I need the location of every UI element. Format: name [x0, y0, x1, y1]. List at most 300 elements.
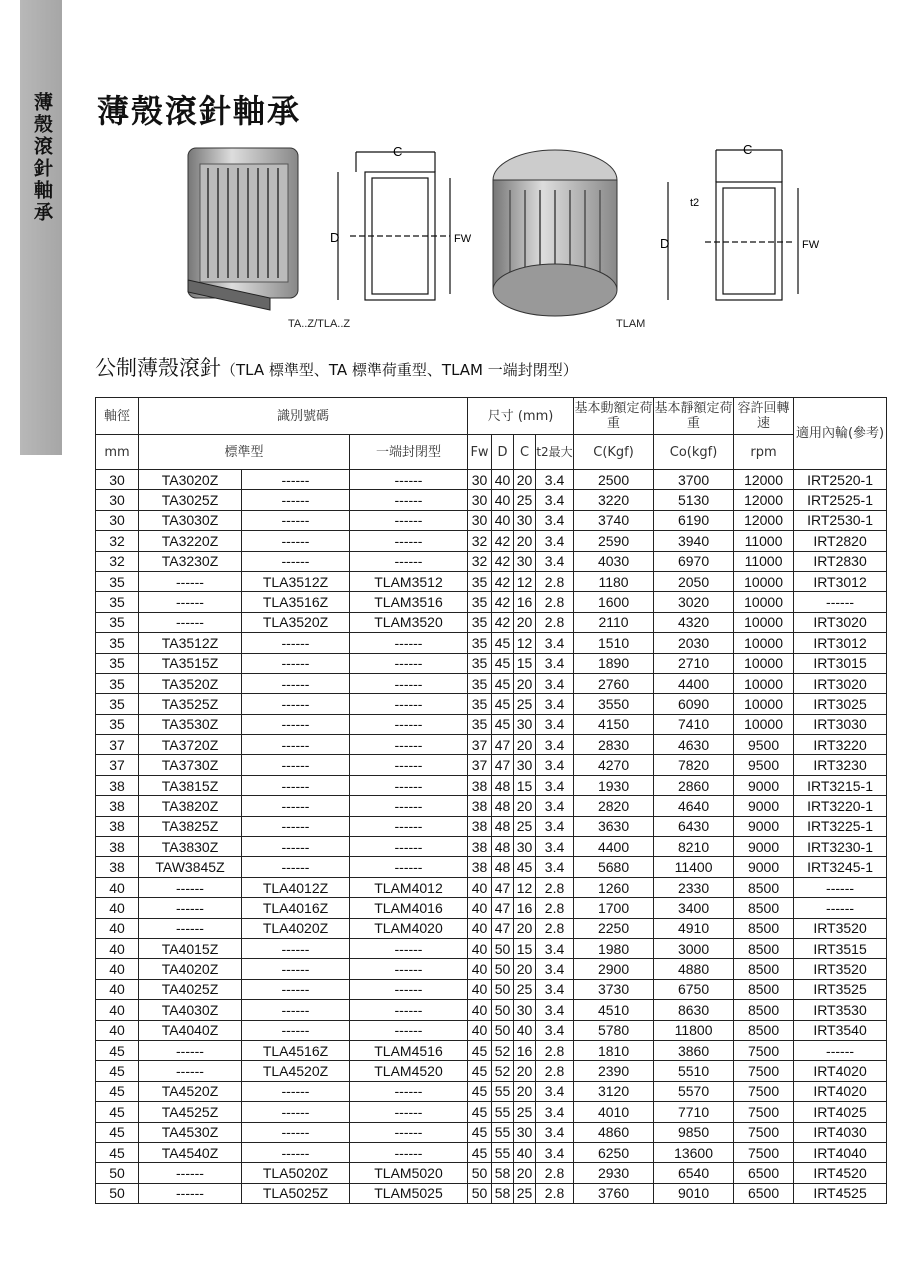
static-load-cell: 3020: [654, 592, 734, 612]
c-cell: 20: [514, 796, 536, 816]
speed-cell: 8500: [734, 918, 794, 938]
dynamic-load-cell: 2930: [574, 1163, 654, 1183]
standard-tla-cell: ------: [242, 735, 350, 755]
t2-cell: 3.4: [536, 1081, 574, 1101]
dim-c-label-2: C: [743, 142, 753, 157]
table-row: [96, 694, 887, 714]
shaft-cell: 37: [96, 755, 139, 775]
c-cell: 30: [514, 1122, 536, 1142]
closed-end-cell: ------: [350, 1020, 468, 1040]
c-cell: 12: [514, 633, 536, 653]
closed-end-cell: ------: [350, 938, 468, 958]
table-row: [96, 490, 887, 510]
table-row: [96, 571, 887, 591]
t2-cell: 3.4: [536, 714, 574, 734]
speed-cell: 9500: [734, 755, 794, 775]
closed-end-cell: TLAM5020: [350, 1163, 468, 1183]
t2-cell: 3.4: [536, 1122, 574, 1142]
static-load-cell: 6750: [654, 979, 734, 999]
fw-cell: 32: [468, 551, 492, 571]
speed-cell: 10000: [734, 694, 794, 714]
t2-cell: 3.4: [536, 735, 574, 755]
inner-ring-cell: IRT3225-1: [794, 816, 887, 836]
table-row: [96, 714, 887, 734]
d-cell: 40: [492, 510, 514, 530]
static-load-cell: 3000: [654, 938, 734, 958]
closed-end-cell: ------: [350, 714, 468, 734]
closed-end-cell: ------: [350, 673, 468, 693]
speed-cell: 7500: [734, 1122, 794, 1142]
inner-ring-cell: IRT2820: [794, 531, 887, 551]
closed-end-cell: ------: [350, 551, 468, 571]
table-row: [96, 1081, 887, 1101]
fw-cell: 32: [468, 531, 492, 551]
closed-end-cell: ------: [350, 1102, 468, 1122]
standard-tla-cell: ------: [242, 1122, 350, 1142]
standard-ta-cell: TA4520Z: [139, 1081, 242, 1101]
d-cell: 48: [492, 816, 514, 836]
c-cell: 16: [514, 1040, 536, 1060]
shaft-cell: 45: [96, 1142, 139, 1162]
table-row: [96, 1102, 887, 1122]
header-fw: Fw: [468, 435, 492, 470]
shaft-cell: 45: [96, 1061, 139, 1081]
dynamic-load-cell: 2820: [574, 796, 654, 816]
d-cell: 45: [492, 653, 514, 673]
standard-ta-cell: TA3530Z: [139, 714, 242, 734]
standard-tla-cell: ------: [242, 490, 350, 510]
d-cell: 50: [492, 959, 514, 979]
dynamic-load-cell: 3740: [574, 510, 654, 530]
table-row: [96, 633, 887, 653]
standard-ta-cell: TA3520Z: [139, 673, 242, 693]
shaft-cell: 35: [96, 612, 139, 632]
c-cell: 20: [514, 531, 536, 551]
table-row: [96, 1163, 887, 1183]
closed-end-cell: ------: [350, 1142, 468, 1162]
table-row: [96, 592, 887, 612]
fw-cell: 30: [468, 490, 492, 510]
inner-ring-cell: IRT4520: [794, 1163, 887, 1183]
header-static-load: 基本靜額定荷重: [654, 398, 734, 435]
c-cell: 20: [514, 918, 536, 938]
standard-tla-cell: TLA4516Z: [242, 1040, 350, 1060]
t2-cell: 2.8: [536, 877, 574, 897]
dynamic-load-cell: 2830: [574, 735, 654, 755]
standard-tla-cell: TLA3512Z: [242, 571, 350, 591]
d-cell: 42: [492, 531, 514, 551]
fw-cell: 40: [468, 959, 492, 979]
t2-cell: 2.8: [536, 1163, 574, 1183]
t2-cell: 3.4: [536, 775, 574, 795]
standard-ta-cell: ------: [139, 918, 242, 938]
standard-tla-cell: ------: [242, 796, 350, 816]
figure-caption-right: TLAM: [616, 318, 646, 330]
d-cell: 55: [492, 1122, 514, 1142]
standard-tla-cell: ------: [242, 857, 350, 877]
dim-fw-label-2: FW: [802, 239, 820, 251]
fw-cell: 45: [468, 1081, 492, 1101]
standard-tla-cell: ------: [242, 979, 350, 999]
inner-ring-cell: IRT3220-1: [794, 796, 887, 816]
static-load-cell: 7710: [654, 1102, 734, 1122]
side-tab-label: 薄殼滾針軸承: [31, 92, 53, 224]
speed-cell: 10000: [734, 653, 794, 673]
fw-cell: 38: [468, 796, 492, 816]
table-row: [96, 898, 887, 918]
header-rpm: rpm: [734, 435, 794, 470]
c-cell: 25: [514, 816, 536, 836]
figure-caption-left: TA..Z/TLA..Z: [288, 318, 351, 330]
table-row: [96, 1000, 887, 1020]
fw-cell: 40: [468, 877, 492, 897]
t2-cell: 2.8: [536, 1040, 574, 1060]
t2-cell: 2.8: [536, 918, 574, 938]
shaft-cell: 50: [96, 1183, 139, 1203]
dynamic-load-cell: 3120: [574, 1081, 654, 1101]
dynamic-load-cell: 4400: [574, 837, 654, 857]
fw-cell: 35: [468, 571, 492, 591]
fw-cell: 37: [468, 755, 492, 775]
dynamic-load-cell: 4510: [574, 1000, 654, 1020]
fw-cell: 35: [468, 653, 492, 673]
static-load-cell: 3700: [654, 470, 734, 490]
speed-cell: 12000: [734, 470, 794, 490]
speed-cell: 9000: [734, 816, 794, 836]
c-cell: 20: [514, 1081, 536, 1101]
t2-cell: 2.8: [536, 1061, 574, 1081]
d-cell: 45: [492, 673, 514, 693]
static-load-cell: 8210: [654, 837, 734, 857]
static-load-cell: 4630: [654, 735, 734, 755]
standard-ta-cell: TA3525Z: [139, 694, 242, 714]
d-cell: 55: [492, 1102, 514, 1122]
dynamic-load-cell: 2590: [574, 531, 654, 551]
closed-end-cell: TLAM5025: [350, 1183, 468, 1203]
standard-tla-cell: ------: [242, 1000, 350, 1020]
dynamic-load-cell: 6250: [574, 1142, 654, 1162]
standard-tla-cell: ------: [242, 775, 350, 795]
bearing-photo-ta: [188, 148, 298, 310]
t2-cell: 3.4: [536, 959, 574, 979]
table-row: [96, 735, 887, 755]
c-cell: 25: [514, 979, 536, 999]
standard-tla-cell: ------: [242, 510, 350, 530]
closed-end-cell: TLAM4012: [350, 877, 468, 897]
dynamic-load-cell: 1810: [574, 1040, 654, 1060]
dynamic-load-cell: 1930: [574, 775, 654, 795]
inner-ring-cell: ------: [794, 877, 887, 897]
static-load-cell: 5570: [654, 1081, 734, 1101]
speed-cell: 12000: [734, 510, 794, 530]
closed-end-cell: TLAM4516: [350, 1040, 468, 1060]
c-cell: 15: [514, 775, 536, 795]
closed-end-cell: ------: [350, 816, 468, 836]
static-load-cell: 2860: [654, 775, 734, 795]
standard-ta-cell: TA3220Z: [139, 531, 242, 551]
table-row: [96, 470, 887, 490]
c-cell: 12: [514, 571, 536, 591]
d-cell: 50: [492, 1000, 514, 1020]
t2-cell: 3.4: [536, 837, 574, 857]
standard-tla-cell: ------: [242, 959, 350, 979]
c-cell: 20: [514, 959, 536, 979]
table-row: [96, 979, 887, 999]
fw-cell: 35: [468, 714, 492, 734]
inner-ring-cell: IRT2525-1: [794, 490, 887, 510]
table-row: [96, 918, 887, 938]
t2-cell: 3.4: [536, 755, 574, 775]
speed-cell: 8500: [734, 979, 794, 999]
standard-tla-cell: TLA4016Z: [242, 898, 350, 918]
dynamic-load-cell: 2110: [574, 612, 654, 632]
closed-end-cell: ------: [350, 1081, 468, 1101]
standard-tla-cell: TLA4520Z: [242, 1061, 350, 1081]
speed-cell: 8500: [734, 1000, 794, 1020]
dynamic-load-cell: 1600: [574, 592, 654, 612]
inner-ring-cell: IRT3215-1: [794, 775, 887, 795]
shaft-cell: 35: [96, 714, 139, 734]
header-dims: 尺寸 (mm): [468, 398, 574, 435]
t2-cell: 3.4: [536, 1020, 574, 1040]
fw-cell: 40: [468, 1000, 492, 1020]
standard-tla-cell: ------: [242, 1102, 350, 1122]
standard-tla-cell: ------: [242, 755, 350, 775]
static-load-cell: 9010: [654, 1183, 734, 1203]
standard-ta-cell: ------: [139, 877, 242, 897]
c-cell: 25: [514, 1183, 536, 1203]
c-cell: 16: [514, 592, 536, 612]
inner-ring-cell: IRT3012: [794, 571, 887, 591]
standard-ta-cell: TA4040Z: [139, 1020, 242, 1040]
d-cell: 47: [492, 877, 514, 897]
header-speed: 容許回轉速: [734, 398, 794, 435]
header-standard: 標準型: [139, 435, 350, 470]
shaft-cell: 38: [96, 816, 139, 836]
standard-ta-cell: ------: [139, 592, 242, 612]
table-row: [96, 612, 887, 632]
dynamic-load-cell: 1700: [574, 898, 654, 918]
inner-ring-cell: IRT3230-1: [794, 837, 887, 857]
t2-cell: 3.4: [536, 653, 574, 673]
shaft-cell: 40: [96, 1020, 139, 1040]
speed-cell: 6500: [734, 1163, 794, 1183]
standard-ta-cell: TA3230Z: [139, 551, 242, 571]
inner-ring-cell: IRT4020: [794, 1061, 887, 1081]
table-row: [96, 1183, 887, 1203]
fw-cell: 38: [468, 775, 492, 795]
speed-cell: 12000: [734, 490, 794, 510]
fw-cell: 50: [468, 1183, 492, 1203]
d-cell: 48: [492, 796, 514, 816]
standard-tla-cell: TLA4012Z: [242, 877, 350, 897]
dim-d-label: D: [330, 230, 340, 245]
standard-ta-cell: ------: [139, 571, 242, 591]
t2-cell: 3.4: [536, 816, 574, 836]
table-row: [96, 796, 887, 816]
shaft-cell: 45: [96, 1122, 139, 1142]
fw-cell: 40: [468, 918, 492, 938]
closed-end-cell: ------: [350, 1122, 468, 1142]
standard-ta-cell: TA4030Z: [139, 1000, 242, 1020]
dynamic-load-cell: 3630: [574, 816, 654, 836]
shaft-cell: 35: [96, 592, 139, 612]
standard-tla-cell: ------: [242, 1081, 350, 1101]
speed-cell: 7500: [734, 1102, 794, 1122]
c-cell: 30: [514, 551, 536, 571]
c-cell: 15: [514, 938, 536, 958]
d-cell: 40: [492, 470, 514, 490]
closed-end-cell: ------: [350, 755, 468, 775]
standard-tla-cell: ------: [242, 938, 350, 958]
bearing-illustrations: [160, 130, 820, 340]
table-row: [96, 775, 887, 795]
static-load-cell: 8630: [654, 1000, 734, 1020]
d-cell: 45: [492, 714, 514, 734]
table-row: [96, 653, 887, 673]
inner-ring-cell: ------: [794, 898, 887, 918]
t2-cell: 3.4: [536, 796, 574, 816]
speed-cell: 6500: [734, 1183, 794, 1203]
t2-cell: 3.4: [536, 490, 574, 510]
d-cell: 48: [492, 837, 514, 857]
fw-cell: 37: [468, 735, 492, 755]
c-cell: 12: [514, 877, 536, 897]
d-cell: 47: [492, 898, 514, 918]
page-title: 薄殼滾針軸承: [97, 92, 302, 130]
table-row: [96, 837, 887, 857]
inner-ring-cell: IRT3520: [794, 959, 887, 979]
inner-ring-cell: IRT3025: [794, 694, 887, 714]
shaft-cell: 30: [96, 470, 139, 490]
static-load-cell: 3860: [654, 1040, 734, 1060]
table-row: [96, 1122, 887, 1142]
fw-cell: 45: [468, 1122, 492, 1142]
shaft-cell: 40: [96, 1000, 139, 1020]
shaft-cell: 40: [96, 898, 139, 918]
fw-cell: 45: [468, 1061, 492, 1081]
inner-ring-cell: IRT4025: [794, 1102, 887, 1122]
speed-cell: 10000: [734, 592, 794, 612]
d-cell: 47: [492, 918, 514, 938]
shaft-cell: 30: [96, 490, 139, 510]
d-cell: 48: [492, 857, 514, 877]
d-cell: 50: [492, 1020, 514, 1040]
speed-cell: 8500: [734, 938, 794, 958]
c-cell: 20: [514, 1163, 536, 1183]
speed-cell: 8500: [734, 898, 794, 918]
speed-cell: 10000: [734, 633, 794, 653]
closed-end-cell: TLAM3516: [350, 592, 468, 612]
shaft-cell: 45: [96, 1081, 139, 1101]
table-row: [96, 816, 887, 836]
header-id-code: 識別號碼: [139, 398, 468, 435]
inner-ring-cell: IRT4020: [794, 1081, 887, 1101]
closed-end-cell: ------: [350, 490, 468, 510]
inner-ring-cell: IRT3530: [794, 1000, 887, 1020]
section-title: [95, 352, 578, 382]
t2-cell: 2.8: [536, 592, 574, 612]
static-load-cell: 2030: [654, 633, 734, 653]
closed-end-cell: TLAM3520: [350, 612, 468, 632]
standard-tla-cell: ------: [242, 694, 350, 714]
standard-ta-cell: TA4015Z: [139, 938, 242, 958]
shaft-cell: 45: [96, 1102, 139, 1122]
d-cell: 42: [492, 551, 514, 571]
standard-ta-cell: ------: [139, 1163, 242, 1183]
fw-cell: 35: [468, 592, 492, 612]
fw-cell: 38: [468, 816, 492, 836]
d-cell: 55: [492, 1081, 514, 1101]
shaft-cell: 32: [96, 551, 139, 571]
dynamic-load-cell: 4010: [574, 1102, 654, 1122]
c-cell: 30: [514, 755, 536, 775]
c-cell: 45: [514, 857, 536, 877]
fw-cell: 35: [468, 612, 492, 632]
dynamic-load-cell: 2250: [574, 918, 654, 938]
c-cell: 15: [514, 653, 536, 673]
c-cell: 30: [514, 510, 536, 530]
dynamic-load-cell: 3550: [574, 694, 654, 714]
t2-cell: 3.4: [536, 979, 574, 999]
t2-cell: 3.4: [536, 1102, 574, 1122]
closed-end-cell: TLAM3512: [350, 571, 468, 591]
closed-end-cell: ------: [350, 735, 468, 755]
static-load-cell: 6970: [654, 551, 734, 571]
table-row: [96, 959, 887, 979]
speed-cell: 10000: [734, 571, 794, 591]
t2-cell: 3.4: [536, 1142, 574, 1162]
shaft-cell: 50: [96, 1163, 139, 1183]
c-cell: 16: [514, 898, 536, 918]
closed-end-cell: ------: [350, 510, 468, 530]
inner-ring-cell: IRT3540: [794, 1020, 887, 1040]
shaft-cell: 40: [96, 877, 139, 897]
table-body: [96, 470, 887, 1204]
t2-cell: 3.4: [536, 1000, 574, 1020]
d-cell: 45: [492, 633, 514, 653]
closed-end-cell: ------: [350, 470, 468, 490]
bearing-figures: [160, 130, 820, 340]
d-cell: 50: [492, 979, 514, 999]
c-cell: 20: [514, 735, 536, 755]
dynamic-load-cell: 3220: [574, 490, 654, 510]
shaft-cell: 40: [96, 918, 139, 938]
static-load-cell: 3400: [654, 898, 734, 918]
standard-ta-cell: ------: [139, 1061, 242, 1081]
standard-ta-cell: ------: [139, 1040, 242, 1060]
speed-cell: 8500: [734, 877, 794, 897]
t2-cell: 3.4: [536, 531, 574, 551]
standard-tla-cell: ------: [242, 531, 350, 551]
table-row: [96, 531, 887, 551]
shaft-cell: 40: [96, 979, 139, 999]
standard-tla-cell: ------: [242, 1020, 350, 1040]
section-drawing-ta: [338, 152, 450, 300]
closed-end-cell: ------: [350, 653, 468, 673]
inner-ring-cell: IRT4040: [794, 1142, 887, 1162]
fw-cell: 30: [468, 510, 492, 530]
t2-cell: 3.4: [536, 857, 574, 877]
inner-ring-cell: IRT2520-1: [794, 470, 887, 490]
dynamic-load-cell: 3730: [574, 979, 654, 999]
table-row: [96, 510, 887, 530]
speed-cell: 9000: [734, 837, 794, 857]
fw-cell: 45: [468, 1102, 492, 1122]
inner-ring-cell: IRT3230: [794, 755, 887, 775]
speed-cell: 9000: [734, 796, 794, 816]
static-load-cell: 6090: [654, 694, 734, 714]
